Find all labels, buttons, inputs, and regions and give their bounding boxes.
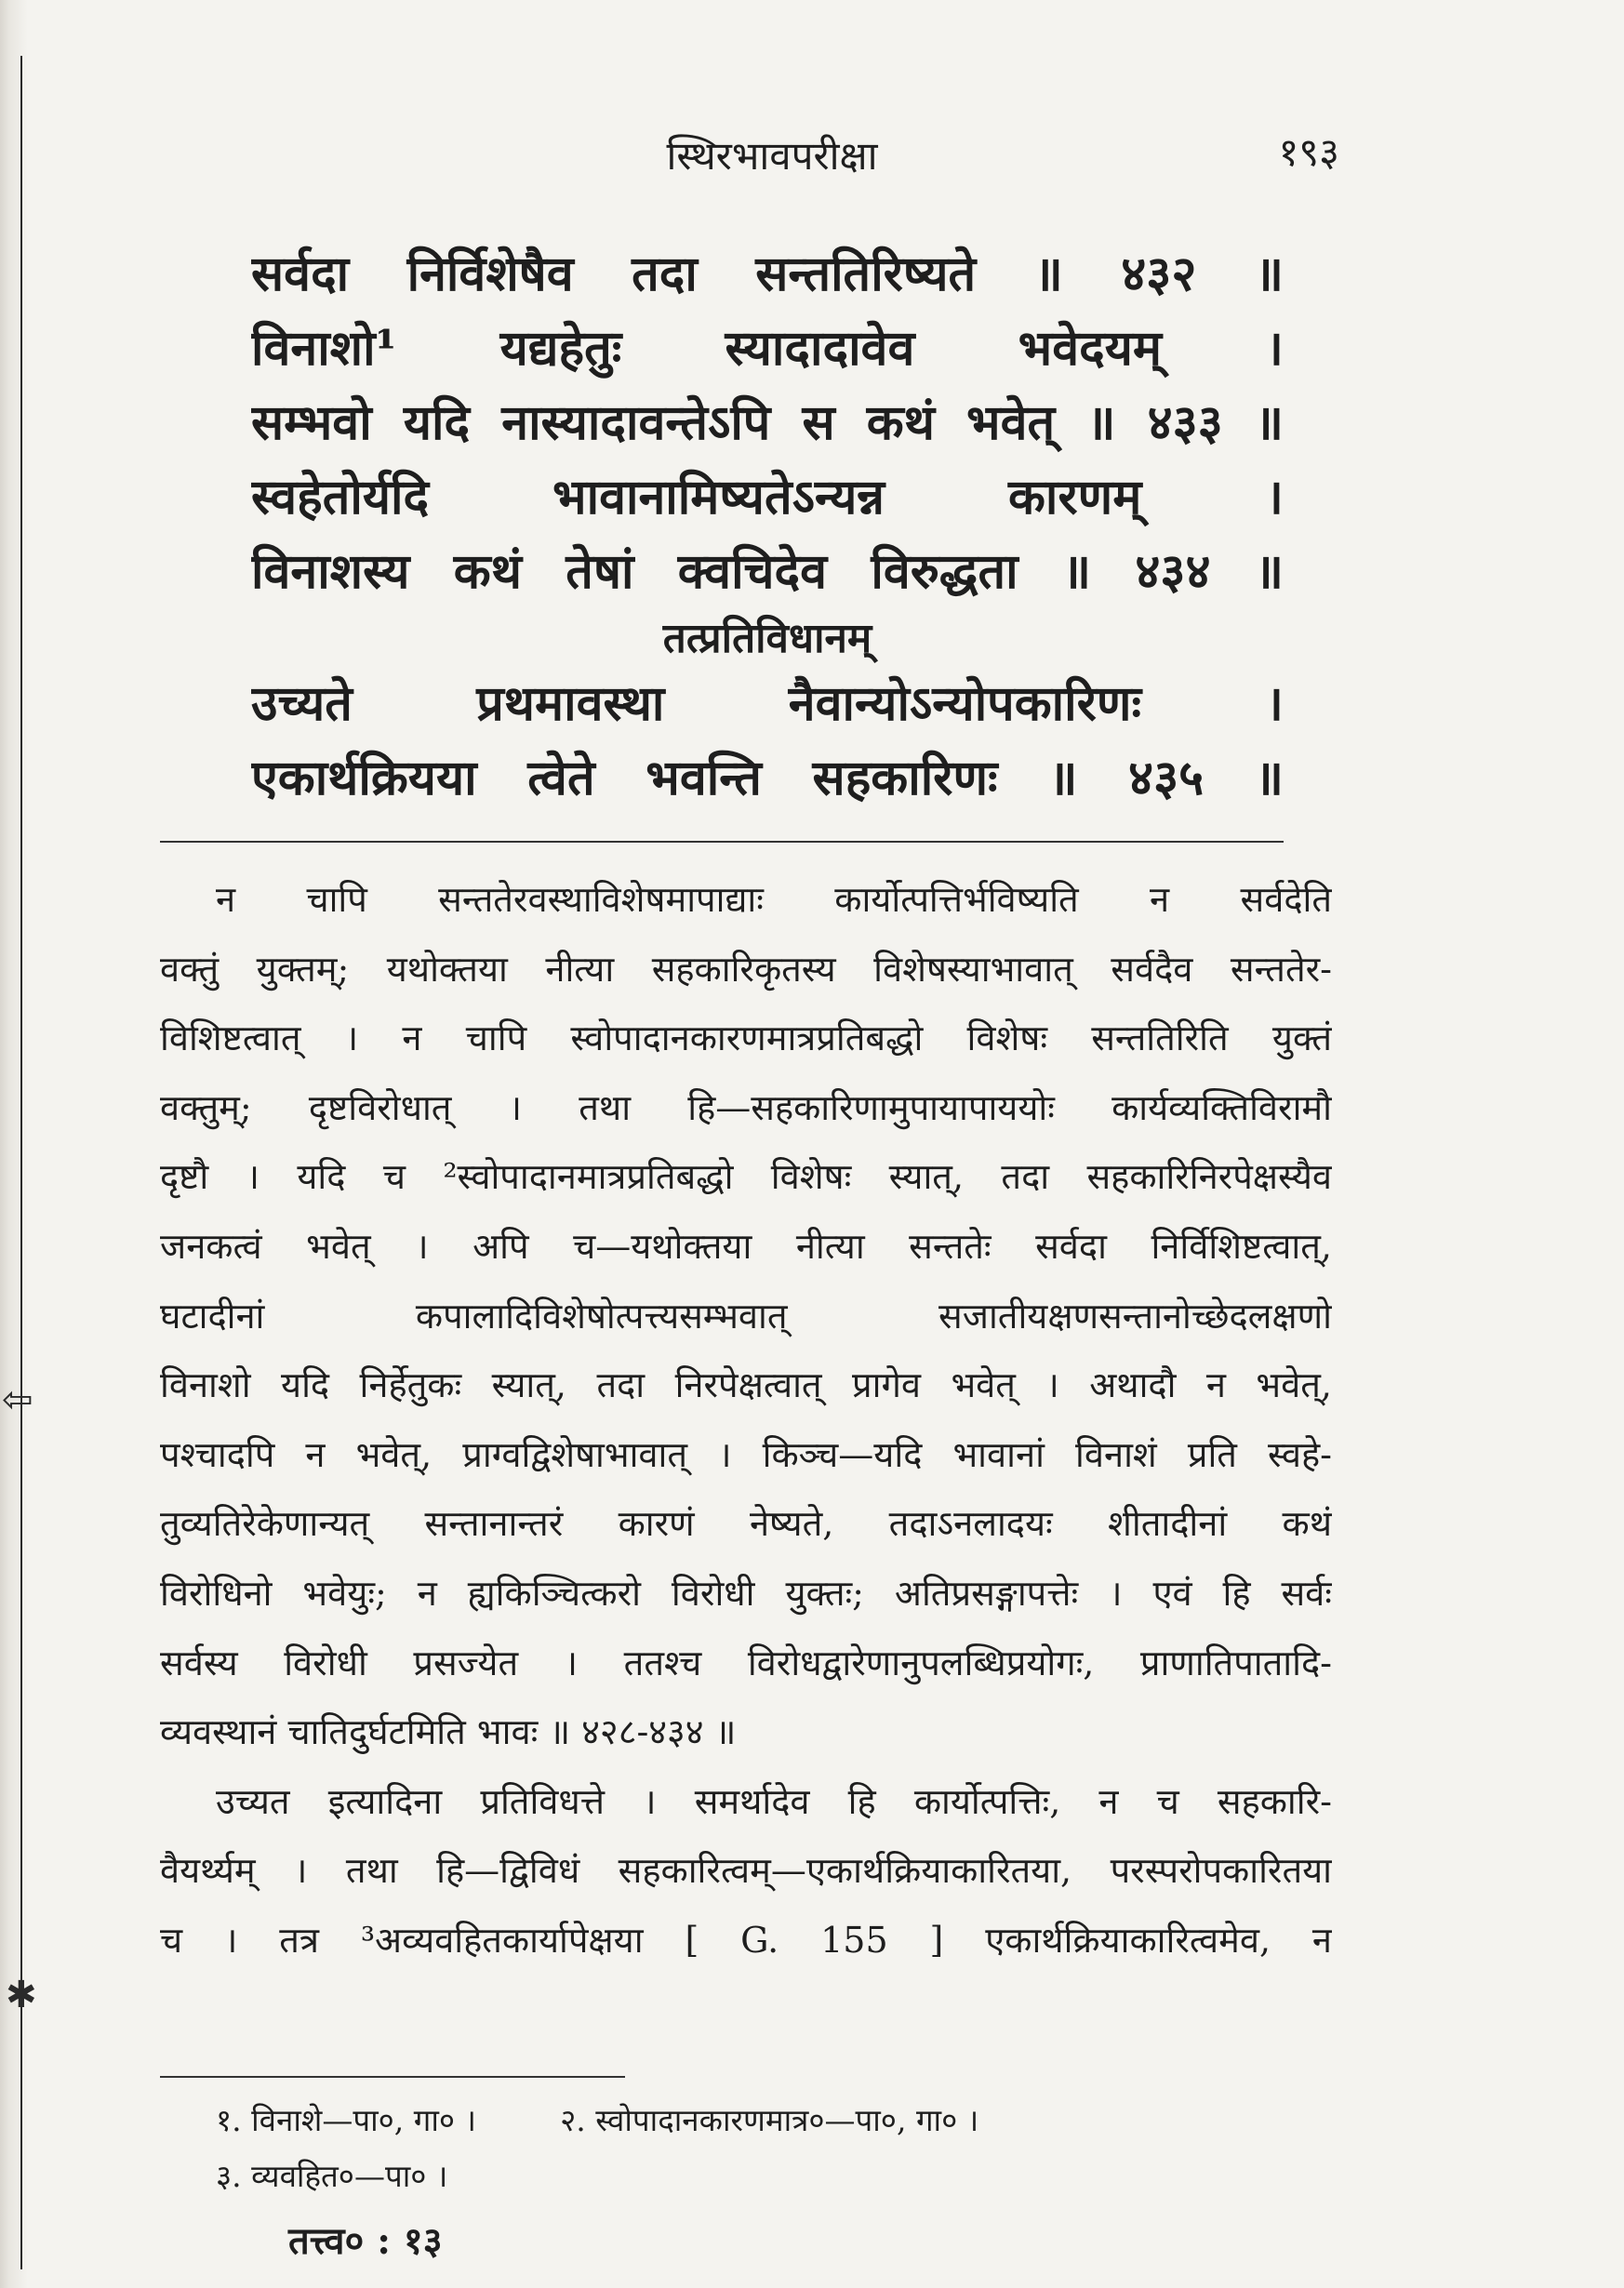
margin-arrow-mark: ⇦ xyxy=(2,1378,33,1421)
verse-line: सम्भवो यदि नास्यादावन्तेऽपि स कथं भवेत् ॥ ४३३ ॥ xyxy=(251,394,1284,451)
footnote-divider xyxy=(160,2076,625,2078)
verse-commentary-divider xyxy=(160,841,1284,843)
verse-line: सर्वदा निर्विशेषैव तदा सन्ततिरिष्यते ॥ ४३२ ॥ xyxy=(251,246,1284,302)
commentary-line: व्यवस्थानं चातिदुर्घटमिति भावः ॥ ४२८-४३४ ॥ xyxy=(160,1711,737,1753)
printer-signature: तत्त्व० : १३ xyxy=(288,2219,443,2263)
commentary-line: पश्चादपि न भवेत्, प्राग्वद्विशेषाभावात् । किञ्च—यदि भावानां विनाशं प्रति स्वहे- xyxy=(160,1433,1332,1475)
commentary-line: विशिष्टत्वात् । न चापि स्वोपादानकारणमात्रप्रतिबद्धो विशेषः सन्ततिरिति युक्तं xyxy=(160,1018,1332,1059)
verse-line: स्वहेतोर्यदि भावानामिष्यतेऽन्यन्न कारणम् । xyxy=(251,469,1284,525)
margin-star-mark: ✱ xyxy=(6,1974,37,2016)
footnotes xyxy=(216,2093,1285,2204)
commentary-line: दृष्टौ । यदि च ²स्वोपादानमात्रप्रतिबद्धो विशेषः स्यात्, तदा सहकारिनिरपेक्षस्यैव xyxy=(160,1156,1332,1198)
footnote-3: ३. व्यवहित०—पा० । xyxy=(216,2158,448,2194)
running-title: स्थिरभावपरीक्षा xyxy=(666,133,878,179)
commentary-line: विरोधिनो भवेयुः; न ह्यकिञ्चित्करो विरोधी युक्तः; अतिप्रसङ्गापत्तेः । एवं हि सर्वः xyxy=(160,1572,1332,1614)
verse-line: उच्यते प्रथमावस्था नैवान्योऽन्योपकारिणः । xyxy=(251,675,1284,732)
commentary-line: वक्तुं युक्तम्; यथोक्तया नीत्या सहकारिकृतस्य विशेषस्याभावात् सर्वदैव सन्ततेर- xyxy=(160,948,1332,990)
commentary-line: च । तत्र ³अव्यवहितकार्यापेक्षया [ G. 155 ] एकार्थक्रियाकारित्वमेव, न xyxy=(160,1919,1332,1961)
commentary-block xyxy=(160,865,1332,1975)
verse-line: विनाशो¹ यद्यहेतुः स्यादादावेव भवेदयम् । xyxy=(251,320,1284,377)
verse-block xyxy=(251,237,1284,816)
verse-line: विनाशस्य कथं तेषां क्वचिदेव विरुद्धता ॥ ४३४ ॥ xyxy=(251,543,1284,600)
commentary-line: उच्यत इत्यादिना प्रतिविधत्ते । समर्थादेव हि कार्योत्पत्तिः, न च सहकारि- xyxy=(216,1780,1332,1822)
commentary-line: सर्वस्य विरोधी प्रसज्येत । ततश्च विरोधद्वारेणानुपलब्धिप्रयोगः, प्राणातिपातादि- xyxy=(160,1642,1332,1683)
footnote-row xyxy=(216,2093,1285,2148)
section-heading: तत्प्रतिविधानम् xyxy=(662,615,872,662)
footnote-row xyxy=(216,2148,1285,2204)
footnote-2: २. स्वोपादानकारणमात्र०—पा०, गा० । xyxy=(560,2102,979,2138)
commentary-line: विनाशो यदि निर्हेतुकः स्यात्, तदा निरपेक्षत्वात् प्रागेव भवेत् । अथादौ न भवेत्, xyxy=(160,1364,1332,1406)
commentary-line: न चापि सन्ततेरवस्थाविशेषमापाद्याः कार्योत्पत्तिर्भविष्यति न सर्वदेति xyxy=(216,879,1332,920)
page-number: १९३ xyxy=(1278,129,1339,175)
footnote-1: १. विनाशे—पा०, गा० । xyxy=(216,2102,477,2138)
commentary-line: वक्तुम्; दृष्टविरोधात् । तथा हि—सहकारिणामुपायापाययोः कार्यव्यक्तिविरामौ xyxy=(160,1086,1332,1128)
commentary-line: वैयर्थ्यम् । तथा हि—द्विविधं सहकारित्वम्—एकार्थक्रियाकारितया, परस्परोपकारितया xyxy=(160,1850,1332,1892)
verse-line: एकार्थक्रियया त्वेते भवन्ति सहकारिणः ॥ ४३५ ॥ xyxy=(251,750,1284,806)
commentary-line: जनकत्वं भवेत् । अपि च—यथोक्तया नीत्या सन्ततेः सर्वदा निर्विशिष्टत्वात्, xyxy=(160,1225,1332,1267)
commentary-line: तुव्यतिरेकेणान्यत् सन्तानान्तरं कारणं नेष्यते, तदाऽनलादयः शीतादीनां कथं xyxy=(160,1503,1332,1545)
commentary-line: घटादीनां कपालादिविशेषोत्पत्त्यसम्भवात् सजातीयक्षणसन्तानोच्छेदलक्षणो xyxy=(160,1295,1332,1337)
